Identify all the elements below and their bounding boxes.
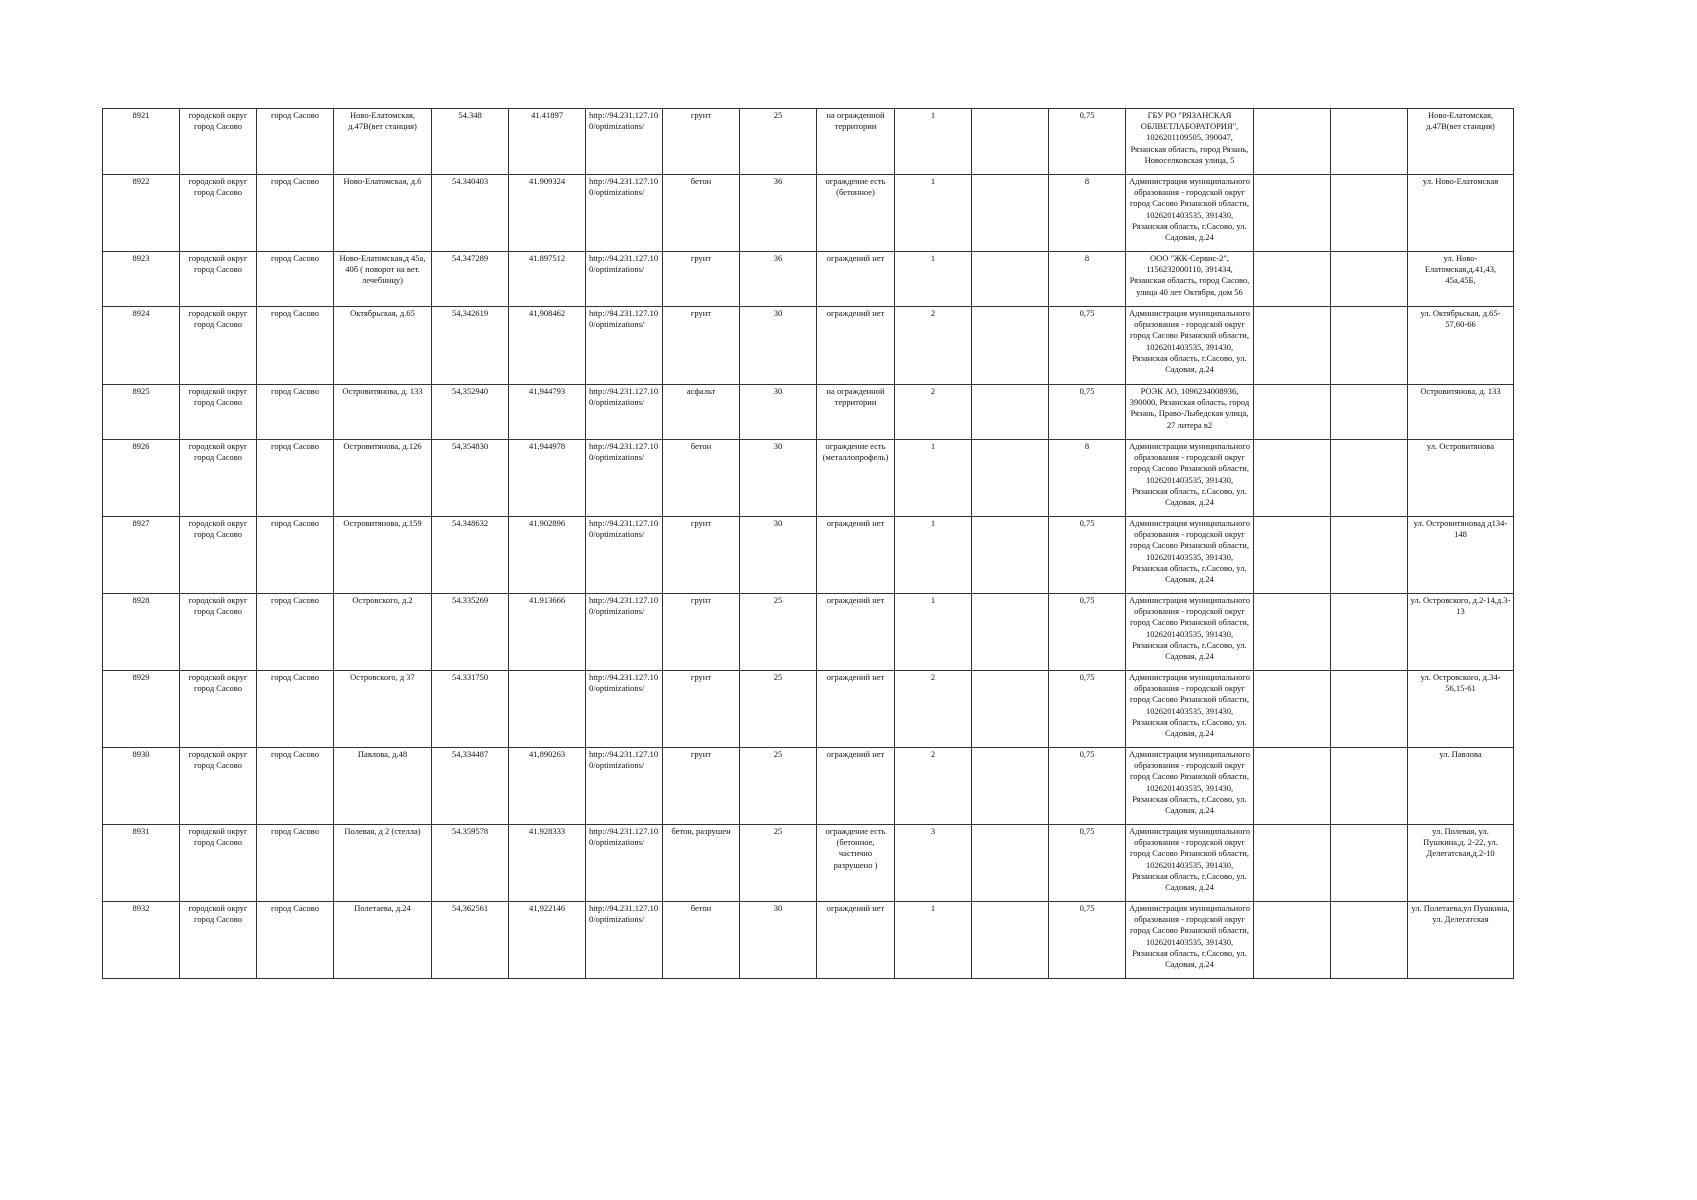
cell-empty — [1254, 252, 1331, 307]
table-row — [103, 252, 1514, 307]
cell-city: город Сасово — [257, 440, 334, 517]
cell-volume: 0,75 — [1049, 748, 1126, 825]
cell-fence: ограждение есть (металлопрофель) — [817, 440, 895, 517]
cell-owner: Администрация муниципального образования - городской округ город Сасово Рязанской области, 1026201403535, 391430, Рязанская область, г.Сасово, ул. Садовая, д.24 — [1126, 902, 1254, 979]
cell-address: Полевая, д 2 (стелла) — [334, 825, 432, 902]
cell-surface: бетон — [663, 175, 740, 252]
cell-id: 8921 — [103, 109, 180, 175]
cell-fence: ограждений нет — [817, 252, 895, 307]
cell-city: город Сасово — [257, 109, 334, 175]
cell-volume: 0,75 — [1049, 671, 1126, 748]
cell-fence: ограждений нет — [817, 517, 895, 594]
cell-longitude — [509, 671, 586, 748]
cell-owner: Администрация муниципального образования - городской округ город Сасово Рязанской области, 1026201403535, 391430, Рязанская область, г.Сасово, ул. Садовая, д.24 — [1126, 440, 1254, 517]
cell-empty — [1331, 825, 1408, 902]
table-row — [103, 307, 1514, 385]
cell-id: 8926 — [103, 440, 180, 517]
cell-area: 36 — [740, 252, 817, 307]
cell-source: ул. Ново-Елатомская — [1408, 175, 1514, 252]
cell-surface: грунт — [663, 517, 740, 594]
cell-address: Павлова, д.48 — [334, 748, 432, 825]
cell-latitude: 54,362561 — [432, 902, 509, 979]
cell-id: 8932 — [103, 902, 180, 979]
cell-empty — [1254, 671, 1331, 748]
cell-latitude: 54,342619 — [432, 307, 509, 385]
cell-city: город Сасово — [257, 902, 334, 979]
table-row — [103, 825, 1514, 902]
cell-surface: бетон — [663, 902, 740, 979]
cell-source: ул. Ново-Елатомская,д.41,43, 45а,45Б, — [1408, 252, 1514, 307]
cell-latitude: 54.347289 — [432, 252, 509, 307]
cell-longitude: 41.913666 — [509, 594, 586, 671]
cell-owner: Администрация муниципального образования - городской округ город Сасово Рязанской области, 1026201403535, 391430, Рязанская область, г.Сасово, ул. Садовая, д.24 — [1126, 825, 1254, 902]
table-row — [103, 440, 1514, 517]
cell-latitude: 54,334487 — [432, 748, 509, 825]
cell-district: городской округ город Сасово — [180, 594, 257, 671]
cell-latitude: 54.335269 — [432, 594, 509, 671]
cell-empty — [972, 517, 1049, 594]
cell-empty — [1331, 109, 1408, 175]
cell-owner: ГБУ РО "РЯЗАНСКАЯ ОБЛВЕТЛАБОРАТОРИЯ", 1026201109505, 390047, Рязанская область, город Рязань, Новоселковская улица, 5 — [1126, 109, 1254, 175]
cell-id: 8929 — [103, 671, 180, 748]
cell-containers: 2 — [895, 385, 972, 440]
cell-source: Ново-Елатомская, д.47В(вет станция) — [1408, 109, 1514, 175]
cell-link[interactable]: http://94.231.127.100/optimizations/ — [586, 671, 663, 748]
cell-area: 30 — [740, 307, 817, 385]
cell-empty — [1331, 902, 1408, 979]
cell-owner: РОЭК АО, 1096234008936, 390000, Рязанская область, город Рязань, Право-Лыбедская улица, 27 литера в2 — [1126, 385, 1254, 440]
cell-owner: ООО "ЖК-Сервис-2", 1156232000110, 391434, Рязанская область, город Сасово, улица 40 лет Октября, дом 56 — [1126, 252, 1254, 307]
cell-volume: 0,75 — [1049, 385, 1126, 440]
cell-address: Островитянова, д.126 — [334, 440, 432, 517]
cell-fence: на огражденной территории — [817, 385, 895, 440]
table-row — [103, 109, 1514, 175]
cell-link[interactable]: http://94.231.127.100/optimizations/ — [586, 517, 663, 594]
cell-fence: ограждений нет — [817, 902, 895, 979]
cell-id: 8923 — [103, 252, 180, 307]
cell-containers: 1 — [895, 175, 972, 252]
cell-empty — [1331, 748, 1408, 825]
cell-id: 8925 — [103, 385, 180, 440]
cell-latitude: 54.331750 — [432, 671, 509, 748]
table-row — [103, 385, 1514, 440]
cell-volume: 8 — [1049, 252, 1126, 307]
cell-address: Ново-Елатомская, д.47В(вет станция) — [334, 109, 432, 175]
cell-link[interactable]: http://94.231.127.100/optimizations/ — [586, 594, 663, 671]
cell-empty — [1331, 307, 1408, 385]
cell-surface: бетон, разрушен — [663, 825, 740, 902]
cell-volume: 0,75 — [1049, 517, 1126, 594]
cell-id: 8922 — [103, 175, 180, 252]
cell-empty — [972, 902, 1049, 979]
cell-fence: ограждений нет — [817, 594, 895, 671]
cell-containers: 2 — [895, 748, 972, 825]
cell-district: городской округ город Сасово — [180, 517, 257, 594]
cell-fence: на огражденной территории — [817, 109, 895, 175]
cell-city: город Сасово — [257, 671, 334, 748]
cell-volume: 0,75 — [1049, 902, 1126, 979]
cell-surface: грунт — [663, 252, 740, 307]
cell-longitude: 41,944793 — [509, 385, 586, 440]
cell-surface: грунт — [663, 671, 740, 748]
cell-surface: бетон — [663, 440, 740, 517]
cell-owner: Администрация муниципального образования - городской округ город Сасово Рязанской области, 1026201403535, 391430, Рязанская область, г.Сасово, ул. Садовая, д.24 — [1126, 307, 1254, 385]
cell-link[interactable]: http://94.231.127.100/optimizations/ — [586, 902, 663, 979]
cell-empty — [972, 252, 1049, 307]
cell-area: 36 — [740, 175, 817, 252]
cell-area: 25 — [740, 671, 817, 748]
cell-owner: Администрация муниципального образования - городской округ город Сасово Рязанской области, 1026201403535, 391430, Рязанская область, г.Сасово, ул. Садовая, д.24 — [1126, 748, 1254, 825]
cell-latitude: 54.359578 — [432, 825, 509, 902]
cell-fence: ограждение есть (бетонное, частично разрушено ) — [817, 825, 895, 902]
cell-city: город Сасово — [257, 252, 334, 307]
cell-link[interactable]: http://94.231.127.100/optimizations/ — [586, 385, 663, 440]
cell-longitude: 41.902896 — [509, 517, 586, 594]
cell-district: городской округ город Сасово — [180, 307, 257, 385]
cell-link[interactable]: http://94.231.127.100/optimizations/ — [586, 109, 663, 175]
cell-district: городской округ город Сасово — [180, 109, 257, 175]
cell-source: Островитянова, д. 133 — [1408, 385, 1514, 440]
cell-empty — [1254, 825, 1331, 902]
cell-fence: ограждение есть (бетонное) — [817, 175, 895, 252]
cell-address: Ново-Елатомская,д 45а, 40б ( поворот на вет. лечебницу) — [334, 252, 432, 307]
cell-district: городской округ город Сасово — [180, 385, 257, 440]
table-row — [103, 175, 1514, 252]
cell-empty — [1331, 594, 1408, 671]
cell-empty — [1254, 748, 1331, 825]
cell-longitude: 41,922146 — [509, 902, 586, 979]
cell-empty — [972, 307, 1049, 385]
cell-volume: 8 — [1049, 175, 1126, 252]
cell-area: 30 — [740, 517, 817, 594]
cell-address: Октябрьская, д.65 — [334, 307, 432, 385]
cell-volume: 0,75 — [1049, 825, 1126, 902]
cell-city: город Сасово — [257, 594, 334, 671]
cell-empty — [1254, 109, 1331, 175]
cell-empty — [1331, 671, 1408, 748]
cell-empty — [1254, 517, 1331, 594]
cell-city: город Сасово — [257, 175, 334, 252]
cell-empty — [1254, 385, 1331, 440]
cell-link[interactable]: http://94.231.127.100/optimizations/ — [586, 825, 663, 902]
registry-table — [102, 108, 1514, 979]
cell-city: город Сасово — [257, 825, 334, 902]
cell-area: 25 — [740, 594, 817, 671]
cell-volume: 8 — [1049, 440, 1126, 517]
cell-district: городской округ город Сасово — [180, 825, 257, 902]
cell-area: 30 — [740, 440, 817, 517]
table-row — [103, 594, 1514, 671]
cell-district: городской округ город Сасово — [180, 175, 257, 252]
cell-longitude: 41,890263 — [509, 748, 586, 825]
cell-source: ул. Островитянова — [1408, 440, 1514, 517]
cell-longitude: 41,908462 — [509, 307, 586, 385]
cell-area: 25 — [740, 748, 817, 825]
cell-link[interactable]: http://94.231.127.100/optimizations/ — [586, 440, 663, 517]
table-row — [103, 517, 1514, 594]
cell-empty — [1331, 385, 1408, 440]
cell-volume: 0,75 — [1049, 594, 1126, 671]
cell-fence: ограждений нет — [817, 671, 895, 748]
cell-address: Полетаева, д.24 — [334, 902, 432, 979]
cell-empty — [1254, 440, 1331, 517]
table-row — [103, 671, 1514, 748]
cell-longitude: 41.928333 — [509, 825, 586, 902]
cell-link[interactable]: http://94.231.127.100/optimizations/ — [586, 252, 663, 307]
cell-fence: ограждений нет — [817, 307, 895, 385]
cell-empty — [1331, 175, 1408, 252]
cell-area: 25 — [740, 109, 817, 175]
cell-source: ул. Полетаева,ул Пушкина, ул. Делегатская — [1408, 902, 1514, 979]
cell-district: городской округ город Сасово — [180, 671, 257, 748]
cell-containers: 1 — [895, 252, 972, 307]
cell-surface: грунт — [663, 748, 740, 825]
cell-empty — [972, 109, 1049, 175]
cell-containers: 1 — [895, 902, 972, 979]
cell-id: 8930 — [103, 748, 180, 825]
cell-district: городской округ город Сасово — [180, 902, 257, 979]
cell-empty — [1254, 175, 1331, 252]
cell-surface: грунт — [663, 594, 740, 671]
registry-body — [103, 109, 1514, 979]
cell-district: городской округ город Сасово — [180, 252, 257, 307]
cell-empty — [1331, 252, 1408, 307]
cell-empty — [972, 748, 1049, 825]
cell-district: городской округ город Сасово — [180, 440, 257, 517]
cell-empty — [972, 440, 1049, 517]
cell-owner: Администрация муниципального образования - городской округ город Сасово Рязанской области, 1026201403535, 391430, Рязанская область, г.Сасово, ул. Садовая, д.24 — [1126, 517, 1254, 594]
table-row — [103, 748, 1514, 825]
cell-link[interactable]: http://94.231.127.100/optimizations/ — [586, 748, 663, 825]
cell-source: ул. Полевая, ул. Пушкина,д. 2-22, ул. Делегатская,д.2-10 — [1408, 825, 1514, 902]
cell-fence: ограждений нет — [817, 748, 895, 825]
cell-source: ул. Островского, д.34-56,15-61 — [1408, 671, 1514, 748]
cell-source: ул. Островского, д.2-14,д.3-13 — [1408, 594, 1514, 671]
cell-containers: 1 — [895, 517, 972, 594]
cell-containers: 1 — [895, 594, 972, 671]
cell-city: город Сасово — [257, 307, 334, 385]
cell-id: 8931 — [103, 825, 180, 902]
cell-empty — [972, 671, 1049, 748]
cell-containers: 1 — [895, 109, 972, 175]
cell-empty — [1254, 594, 1331, 671]
cell-containers: 3 — [895, 825, 972, 902]
cell-area: 25 — [740, 825, 817, 902]
cell-link[interactable]: http://94.231.127.100/optimizations/ — [586, 175, 663, 252]
cell-address: Островского, д 37 — [334, 671, 432, 748]
cell-address: Островитянова, д.159 — [334, 517, 432, 594]
cell-area: 30 — [740, 385, 817, 440]
cell-empty — [1331, 517, 1408, 594]
cell-volume: 0,75 — [1049, 109, 1126, 175]
cell-id: 8927 — [103, 517, 180, 594]
cell-city: город Сасово — [257, 517, 334, 594]
cell-empty — [972, 385, 1049, 440]
cell-surface: грунт — [663, 307, 740, 385]
cell-longitude: 41.897512 — [509, 252, 586, 307]
cell-longitude: 41,944978 — [509, 440, 586, 517]
cell-address: Островского, д.2 — [334, 594, 432, 671]
cell-surface: грунт — [663, 109, 740, 175]
cell-source: ул. Октябрьская, д.65-57,60-66 — [1408, 307, 1514, 385]
cell-latitude: 54.348632 — [432, 517, 509, 594]
cell-empty — [1254, 307, 1331, 385]
cell-owner: Администрация муниципального образования - городской округ город Сасово Рязанской области, 1026201403535, 391430, Рязанская область, г.Сасово, ул. Садовая, д.24 — [1126, 175, 1254, 252]
cell-source: ул. Островитяновад д134-148 — [1408, 517, 1514, 594]
cell-source: ул. Павлова — [1408, 748, 1514, 825]
cell-address: Ново-Елатомская, д.6 — [334, 175, 432, 252]
cell-latitude: 54.340403 — [432, 175, 509, 252]
table-row — [103, 902, 1514, 979]
cell-surface: асфальт — [663, 385, 740, 440]
cell-owner: Администрация муниципального образования - городской округ город Сасово Рязанской области, 1026201403535, 391430, Рязанская область, г.Сасово, ул. Садовая, д.24 — [1126, 671, 1254, 748]
cell-address: Островитянова, д. 133 — [334, 385, 432, 440]
cell-empty — [1331, 440, 1408, 517]
cell-latitude: 54,352940 — [432, 385, 509, 440]
cell-id: 8928 — [103, 594, 180, 671]
cell-empty — [972, 175, 1049, 252]
cell-containers: 2 — [895, 671, 972, 748]
cell-area: 30 — [740, 902, 817, 979]
cell-latitude: 54.348 — [432, 109, 509, 175]
cell-containers: 2 — [895, 307, 972, 385]
cell-owner: Администрация муниципального образования - городской округ город Сасово Рязанской области, 1026201403535, 391430, Рязанская область, г.Сасово, ул. Садовая, д.24 — [1126, 594, 1254, 671]
cell-city: город Сасово — [257, 385, 334, 440]
cell-district: городской округ город Сасово — [180, 748, 257, 825]
cell-latitude: 54,354830 — [432, 440, 509, 517]
cell-empty — [1254, 902, 1331, 979]
cell-id: 8924 — [103, 307, 180, 385]
cell-empty — [972, 825, 1049, 902]
cell-longitude: 41.41897 — [509, 109, 586, 175]
cell-empty — [972, 594, 1049, 671]
cell-longitude: 41.909324 — [509, 175, 586, 252]
cell-containers: 1 — [895, 440, 972, 517]
cell-city: город Сасово — [257, 748, 334, 825]
cell-volume: 0,75 — [1049, 307, 1126, 385]
cell-link[interactable]: http://94.231.127.100/optimizations/ — [586, 307, 663, 385]
